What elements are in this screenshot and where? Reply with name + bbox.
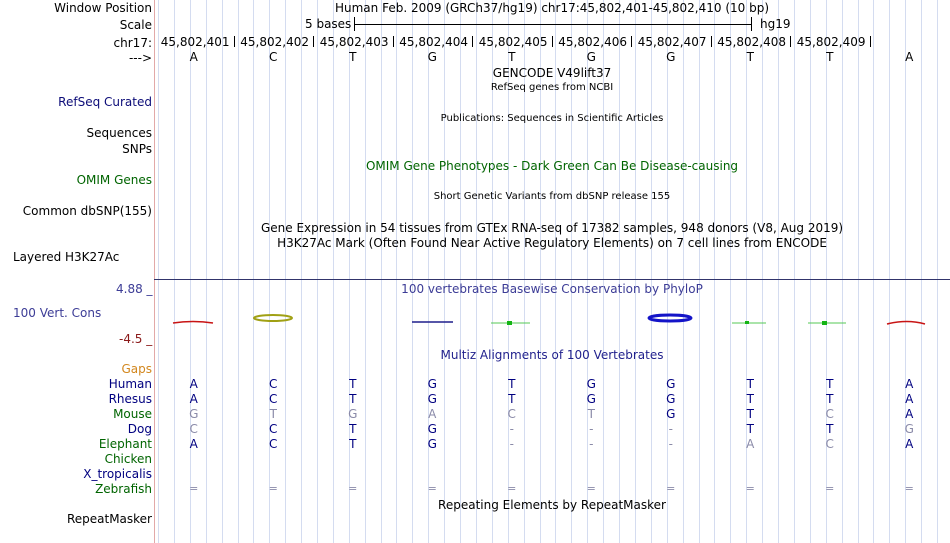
species-label[interactable]: Zebrafish <box>95 482 152 496</box>
alignment-base: A <box>905 407 914 421</box>
alignment-base: T <box>746 422 754 436</box>
scale-bases: 5 bases <box>305 17 352 31</box>
chrom-label: chr17: <box>113 36 152 50</box>
alignment-base: A <box>189 437 198 451</box>
alignment-base: - <box>509 422 514 436</box>
alignment-base: - <box>668 422 673 436</box>
reference-base: T <box>349 50 357 64</box>
h3k27ac-track-label[interactable]: Layered H3K27Ac <box>13 250 120 264</box>
phylop-mark-t1-dot <box>507 321 512 325</box>
alignment-base: C <box>507 407 516 421</box>
phylop-mark-g2 <box>649 315 691 321</box>
alignment-base: T <box>587 407 595 421</box>
position-label: 45,802,403 <box>319 35 389 49</box>
dbsnp-track-title[interactable]: Short Genetic Variants from dbSNP release 155 <box>433 191 671 202</box>
cons-track-label[interactable]: 100 Vert. Cons <box>13 306 102 320</box>
alignment-base: C <box>269 422 278 436</box>
species-label[interactable]: X_tropicalis <box>83 467 152 481</box>
snps-track-label[interactable]: SNPs <box>122 142 152 156</box>
position-label: 45,802,401 <box>160 35 230 49</box>
alignment-base: - <box>509 437 514 451</box>
gaps-track-label[interactable]: Gaps <box>121 362 152 376</box>
species-label[interactable]: Dog <box>127 422 152 436</box>
alignment-base: G <box>427 422 437 436</box>
phylop-mark-c <box>254 315 292 321</box>
alignment-base: T <box>826 377 834 391</box>
alignment-base: A <box>746 437 755 451</box>
alignment-base: = <box>666 482 676 495</box>
alignment-base: T <box>826 392 834 406</box>
alignment-base: C <box>269 437 278 451</box>
reference-base: T <box>746 50 754 64</box>
alignment-base: G <box>666 407 676 421</box>
alignment-base: A <box>189 392 198 406</box>
alignment-base: = <box>348 482 358 495</box>
alignment-base: A <box>189 377 198 391</box>
reference-base: G <box>586 50 596 64</box>
cons-max-label: 4.88 _ <box>116 282 153 296</box>
strand-label: ---> <box>128 51 152 65</box>
multiz-track-title[interactable]: Multiz Alignments of 100 Vertebrates <box>440 348 664 362</box>
sequences-track-label[interactable]: Sequences <box>86 126 152 140</box>
gtex-track-title[interactable]: Gene Expression in 54 tissues from GTEx RNA-seq of 17382 samples, 948 donors (V8, Aug 2019) <box>260 221 844 235</box>
alignment-base: T <box>508 377 516 391</box>
alignment-base: G <box>427 437 437 451</box>
alignment-base: T <box>269 407 277 421</box>
alignment-base: T <box>508 392 516 406</box>
omim-track-label[interactable]: OMIM Genes <box>76 173 152 187</box>
alignment-base: = <box>586 482 596 495</box>
position-label: 45,802,409 <box>796 35 866 49</box>
h3k27ac-track-title[interactable]: H3K27Ac Mark (Often Found Near Active Regulatory Elements) on 7 cell lines from ENCODE <box>277 236 827 250</box>
species-label[interactable]: Chicken <box>104 452 152 466</box>
phylop-mark-a <box>173 322 213 324</box>
reference-base: A <box>189 50 198 64</box>
reference-base: A <box>905 50 914 64</box>
alignment-base: T <box>349 422 357 436</box>
cons-min-label: -4.5 _ <box>119 332 153 346</box>
position-label: 45,802,404 <box>399 35 468 49</box>
alignment-base: G <box>666 377 676 391</box>
gencode-track-title[interactable]: GENCODE V49lift37 <box>492 66 612 80</box>
alignment-base: C <box>825 437 834 451</box>
phylop-mark-t3-dot <box>822 321 827 325</box>
alignment-base: C <box>269 377 278 391</box>
omim-track-title[interactable]: OMIM Gene Phenotypes - Dark Green Can Be Disease-causing <box>365 159 739 173</box>
alignment-base: G <box>904 422 914 436</box>
alignment-base: A <box>428 407 437 421</box>
position-label: 45,802,406 <box>558 35 627 49</box>
alignment-base: T <box>349 392 357 406</box>
alignment-base: T <box>349 377 357 391</box>
alignment-base: T <box>746 377 754 391</box>
alignment-base: G <box>666 392 676 406</box>
phylop-track-title[interactable]: 100 vertebrates Basewise Conservation by PhyloP <box>401 282 703 296</box>
refseq-track-label[interactable]: RefSeq Curated <box>58 95 152 109</box>
reference-base: G <box>427 50 437 64</box>
alignment-base: - <box>589 437 594 451</box>
alignment-base: C <box>189 422 198 436</box>
alignment-base: - <box>589 422 594 436</box>
repeatmasker-track-title[interactable]: Repeating Elements by RepeatMasker <box>438 498 666 512</box>
scale-label: Scale <box>119 18 152 32</box>
alignment-base: G <box>586 377 596 391</box>
species-label[interactable]: Mouse <box>113 407 152 421</box>
alignment-base: C <box>269 392 278 406</box>
phylop-mark-t2-dot <box>745 321 749 324</box>
alignment-base: A <box>905 392 914 406</box>
alignment-base: = <box>825 482 835 495</box>
alignment-base: T <box>746 407 754 421</box>
reference-base: T <box>508 50 516 64</box>
alignment-base: = <box>507 482 517 495</box>
alignment-base: T <box>349 437 357 451</box>
reference-base: T <box>826 50 834 64</box>
alignment-base: T <box>826 422 834 436</box>
window-position-label: Window Position <box>54 1 152 15</box>
species-label[interactable]: Human <box>108 377 152 391</box>
dbsnp-track-label[interactable]: Common dbSNP(155) <box>22 204 152 218</box>
alignment-base: G <box>427 377 437 391</box>
species-label[interactable]: Rhesus <box>108 392 152 406</box>
position-label: 45,802,407 <box>637 35 707 49</box>
alignment-base: = <box>268 482 278 495</box>
alignment-base: G <box>427 392 437 406</box>
repeatmasker-track-label[interactable]: RepeatMasker <box>66 512 152 526</box>
reference-base: G <box>666 50 676 64</box>
alignment-base: G <box>189 407 199 421</box>
position-label: 45,802,408 <box>717 35 786 49</box>
alignment-base: G <box>348 407 358 421</box>
reference-base: C <box>269 50 278 64</box>
alignment-base: A <box>905 437 914 451</box>
alignment-base: T <box>746 392 754 406</box>
position-label: 45,802,402 <box>240 35 309 49</box>
alignment-base: = <box>904 482 914 495</box>
phylop-mark-a2 <box>887 322 925 325</box>
publications-track-title[interactable]: Publications: Sequences in Scientific Articles <box>440 113 664 124</box>
window-position-text: Human Feb. 2009 (GRCh37/hg19) chr17:45,802,401-45,802,410 (10 bp) <box>334 1 770 15</box>
alignment-base: - <box>668 437 673 451</box>
alignment-base: = <box>427 482 437 495</box>
alignment-base: = <box>189 482 199 495</box>
species-label[interactable]: Elephant <box>98 437 152 451</box>
alignment-base: G <box>586 392 596 406</box>
position-label: 45,802,405 <box>478 35 548 49</box>
alignment-base: C <box>825 407 834 421</box>
alignment-base: A <box>905 377 914 391</box>
refseq-track-subtitle[interactable]: RefSeq genes from NCBI <box>490 82 614 93</box>
alignment-base: = <box>745 482 755 495</box>
scale-assembly: hg19 <box>760 17 791 31</box>
